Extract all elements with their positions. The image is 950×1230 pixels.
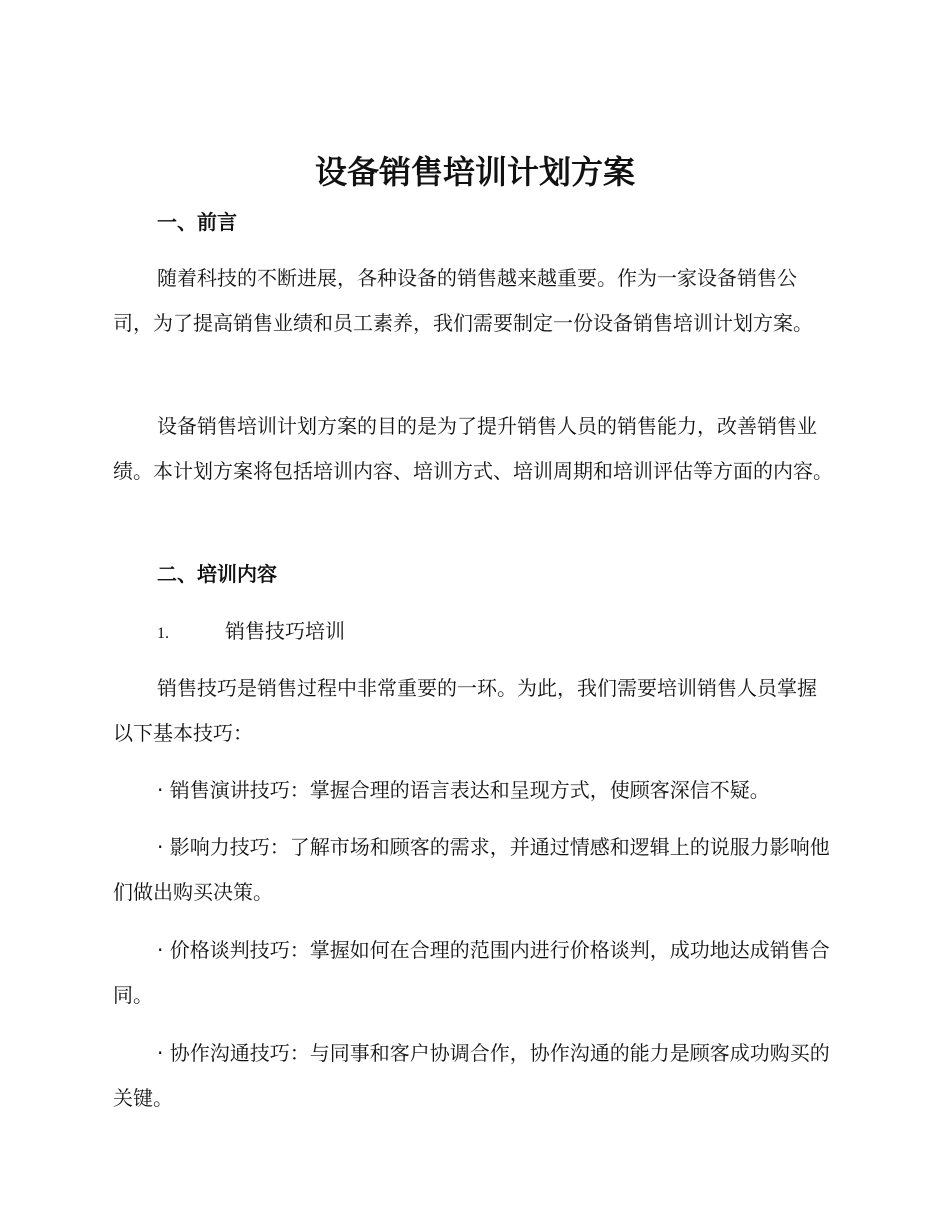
bullet-item: · 销售演讲技巧：掌握合理的语言表达和呈现方式，使顾客深信不疑。: [157, 778, 770, 802]
bullet-item: · 影响力技巧：了解市场和顾客的需求，并通过情感和逻辑上的说服力影响他们做出购买决策。: [113, 835, 830, 904]
paragraph: 随着科技的不断进展，各种设备的销售越来越重要。作为一家设备销售公司，为了提高销售业绩和员工素养，我们需要制定一份设备销售培训计划方案。: [113, 266, 813, 335]
item-number: 1.: [157, 625, 169, 642]
section-heading-training-content: 二、培训内容: [157, 562, 277, 586]
numbered-item: [157, 617, 345, 648]
item-label: 销售技巧培训: [225, 619, 345, 643]
bullet-item: · 协作沟通技巧：与同事和客户协调合作，协作沟通的能力是顾客成功购买的关键。: [113, 1041, 830, 1110]
bullet-item: · 价格谈判技巧：掌握如何在合理的范围内进行价格谈判，成功地达成销售合同。: [113, 938, 830, 1007]
section-heading-preface: 一、前言: [157, 210, 237, 234]
document-title: 设备销售培训计划方案: [314, 153, 635, 191]
paragraph: 设备销售培训计划方案的目的是为了提升销售人员的销售能力，改善销售业绩。本计划方案将包括培训内容、培训方式、培训周期和培训评估等方面的内容。: [113, 414, 833, 483]
paragraph: 销售技巧是销售过程中非常重要的一环。为此，我们需要培训销售人员掌握以下基本技巧：: [113, 676, 817, 745]
